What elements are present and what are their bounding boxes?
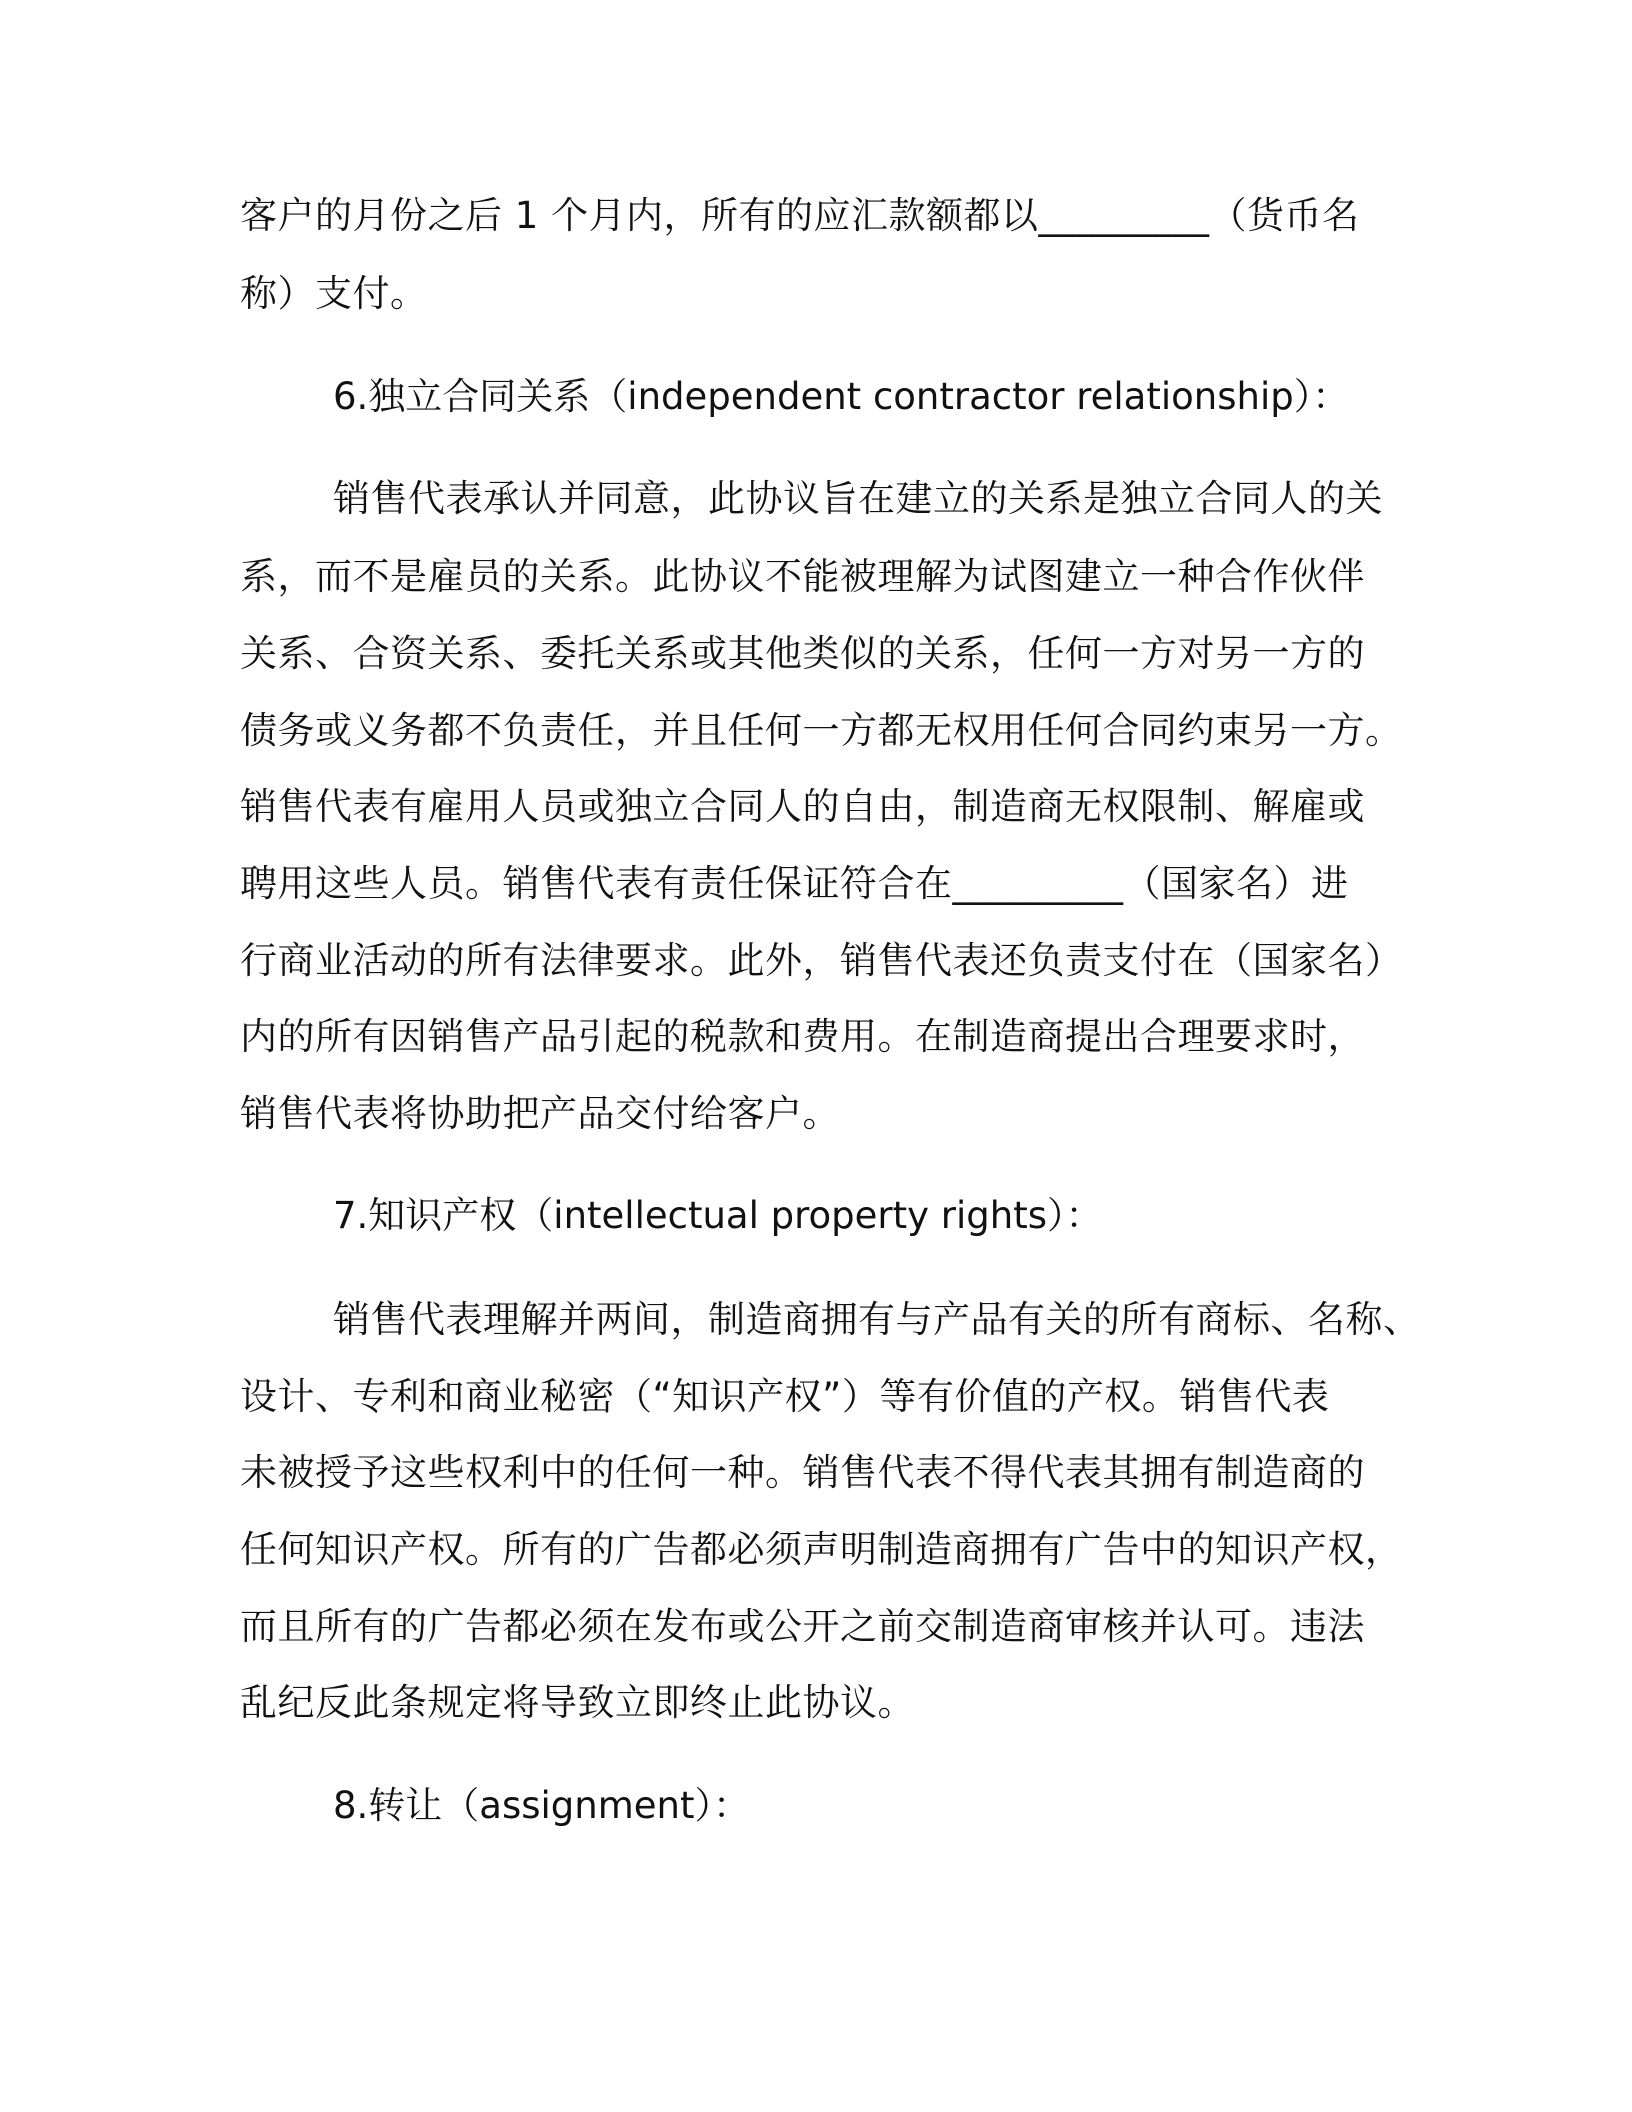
section-heading-8: 8.转让（assignment）： [333, 1784, 751, 1827]
body-text-line: 设计、专利和商业秘密（“知识产权”）等有价值的产权。销售代表 [240, 1375, 1330, 1418]
body-text-line: 任何知识产权。所有的广告都必须声明制造商拥有广告中的知识产权， [240, 1528, 1403, 1571]
body-text-line: 销售代表有雇用人员或独立合同人的自由，制造商无权限制、解雇或 [240, 785, 1365, 828]
body-text-line: 聘用这些人员。销售代表有责任保证符合在_________（国家名）进 [240, 862, 1349, 905]
body-text-line: 债务或义务都不负责任，并且任何一方都无权用任何合同约束另一方。 [240, 709, 1403, 752]
body-text-line: 客户的月份之后 1 个月内，所有的应汇款额都以_________（货币名 [240, 194, 1360, 237]
body-text-line: 而且所有的广告都必须在发布或公开之前交制造商审核并认可。违法 [240, 1605, 1365, 1648]
body-text-line: 未被授予这些权利中的任何一种。销售代表不得代表其拥有制造商的 [240, 1451, 1365, 1494]
body-text-line: 行商业活动的所有法律要求。此外，销售代表还负责支付在（国家名） [240, 939, 1403, 982]
paragraph-first-line: 销售代表承认并同意，此协议旨在建立的关系是独立合同人的关 [333, 477, 1383, 520]
body-text-line: 内的所有因销售产品引起的税款和费用。在制造商提出合理要求时， [240, 1015, 1365, 1058]
section-heading-6: 6.独立合同关系（independent contractor relationship）： [333, 375, 1350, 418]
body-text-line: 乱纪反此条规定将导致立即终止此协议。 [240, 1681, 915, 1724]
section-heading-7: 7.知识产权（intellectual property rights）： [333, 1194, 1103, 1237]
paragraph-first-line: 销售代表理解并两间，制造商拥有与产品有关的所有商标、名称、 [333, 1298, 1421, 1341]
body-text-line: 系，而不是雇员的关系。此协议不能被理解为试图建立一种合作伙伴 [240, 555, 1365, 598]
body-text-line: 销售代表将协助把产品交付给客户。 [240, 1092, 840, 1135]
body-text-line: 称）支付。 [240, 272, 428, 315]
body-text-line: 关系、合资关系、委托关系或其他类似的关系，任何一方对另一方的 [240, 632, 1365, 675]
